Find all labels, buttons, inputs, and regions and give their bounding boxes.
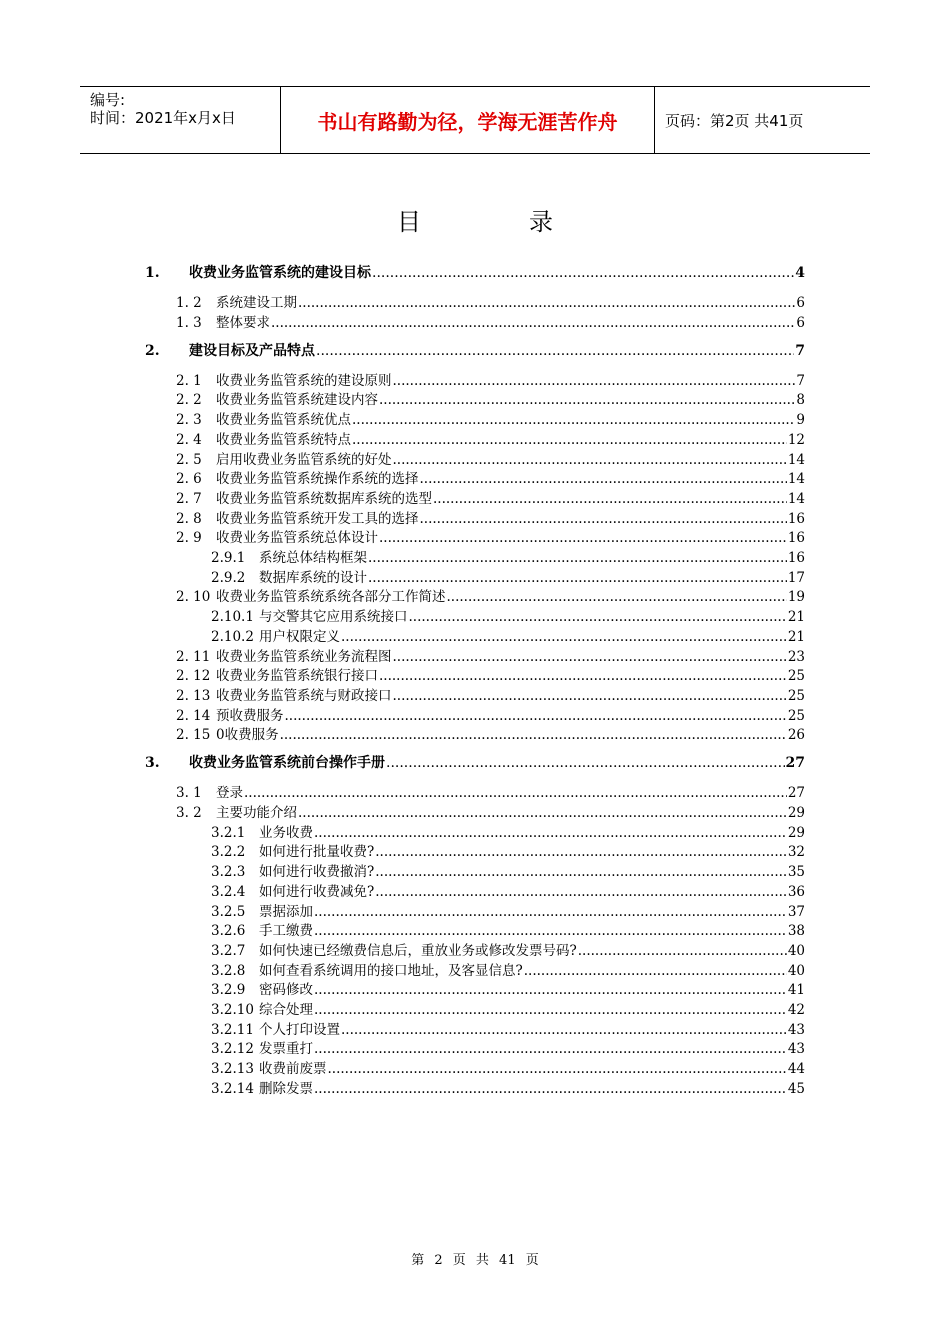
toc-entry-page: 8 bbox=[796, 392, 805, 409]
toc-entry-page: 25 bbox=[787, 687, 805, 704]
toc-entry-title: 业务收费 bbox=[259, 824, 313, 841]
toc-entry-title: 收费业务监管系统总体设计 bbox=[216, 530, 378, 547]
toc-entry-number: 3. 1 bbox=[176, 785, 202, 802]
toc-leader-dots bbox=[298, 805, 787, 821]
toc-entry-title: 预收费服务 bbox=[216, 707, 284, 724]
toc-entry-title: 如何进行收费减免? bbox=[259, 883, 375, 900]
toc-entry-title: 收费业务监管系统特点 bbox=[216, 431, 351, 448]
toc-entry[interactable] bbox=[211, 566, 805, 586]
toc-leader-dots bbox=[314, 904, 787, 920]
toc-leader-dots bbox=[375, 884, 787, 900]
toc-entry[interactable] bbox=[211, 821, 805, 841]
toc-entry-number: 2. 5 bbox=[176, 451, 202, 468]
toc-entry-number: 3.2.8 bbox=[211, 962, 246, 979]
toc-leader-dots bbox=[409, 609, 787, 625]
toc-leader-dots bbox=[379, 530, 787, 546]
toc-entry-title: 主要功能介绍 bbox=[216, 805, 297, 821]
toc-entry-number: 3.2.13 bbox=[211, 1061, 254, 1078]
toc-entry[interactable] bbox=[211, 840, 805, 860]
toc-entry-title: 手工缴费 bbox=[259, 923, 313, 940]
toc-leader-dots bbox=[447, 589, 787, 605]
toc-entry-title: 票据添加 bbox=[259, 903, 313, 920]
toc-entry-page: 25 bbox=[787, 668, 805, 685]
toc-entry-title: 删除发票 bbox=[259, 1080, 313, 1097]
toc-leader-dots bbox=[578, 943, 787, 959]
toc-entry-title: 收费业务监管系统系统各部分工作简述 bbox=[216, 589, 446, 606]
toc-entry-title: 收费业务监管系统数据库系统的选型 bbox=[216, 490, 432, 507]
toc-entry[interactable] bbox=[176, 388, 805, 408]
toc-entry-number: 2. 1 bbox=[176, 372, 202, 389]
toc-entry-title: 收费业务监管系统与财政接口 bbox=[216, 687, 392, 704]
toc-entry[interactable] bbox=[176, 684, 805, 704]
toc-entry[interactable] bbox=[176, 311, 805, 331]
toc-leader-dots bbox=[393, 649, 787, 665]
toc-entry-title: 启用收费业务监管系统的好处 bbox=[216, 451, 392, 468]
toc-entry-number: 3.2.10 bbox=[211, 1002, 254, 1018]
toc-entry-page: 42 bbox=[787, 1002, 805, 1018]
toc-entry-title: 收费业务监管系统操作系统的选择 bbox=[216, 471, 419, 488]
toc-entry-page: 37 bbox=[787, 903, 805, 920]
toc-entry-title: 如何进行收费撤消? bbox=[259, 864, 375, 881]
toc-entry-title: 发票重打 bbox=[259, 1041, 313, 1058]
toc-entry[interactable] bbox=[211, 1077, 805, 1097]
toc-entry-title: 收费业务监管系统优点 bbox=[216, 412, 351, 429]
toc-entry-number: 2. 13 bbox=[176, 687, 211, 704]
toc-leader-dots bbox=[244, 785, 787, 801]
toc-entry-number: 2. 3 bbox=[176, 412, 202, 429]
toc-entry-number: 2. 2 bbox=[176, 392, 202, 409]
toc-entry-title: 收费业务监管系统开发工具的选择 bbox=[216, 510, 419, 527]
toc-entry-page: 45 bbox=[787, 1080, 805, 1097]
toc-leader-dots bbox=[386, 755, 785, 771]
toc-entry-number: 2.10.1 bbox=[211, 609, 254, 626]
toc-entry-number: 2. 12 bbox=[176, 668, 211, 685]
toc-entry-title: 数据库系统的设计 bbox=[259, 569, 367, 586]
toc-entry-title: 收费业务监管系统建设内容 bbox=[216, 392, 378, 409]
toc-entry[interactable] bbox=[211, 998, 805, 1018]
toc-entry-number: 2. 7 bbox=[176, 490, 202, 507]
toc-title: 目录 bbox=[397, 208, 661, 236]
toc-entry-number: 2.9.1 bbox=[211, 550, 246, 566]
toc-entry-page: 26 bbox=[787, 727, 805, 744]
toc-entry-number: 2. 8 bbox=[176, 510, 202, 527]
toc-entry-title: 收费业务监管系统的建设目标 bbox=[189, 265, 371, 281]
toc-entry-number: 3.2.7 bbox=[211, 942, 246, 959]
toc-entry-page: 41 bbox=[787, 982, 805, 999]
toc-entry-number: 2. 14 bbox=[176, 707, 211, 724]
toc-entry[interactable] bbox=[211, 919, 805, 939]
toc-leader-dots bbox=[368, 550, 787, 566]
toc-entry-page: 17 bbox=[787, 569, 805, 586]
toc-entry[interactable] bbox=[176, 585, 805, 605]
toc-leader-dots bbox=[314, 825, 787, 841]
toc-entry-number: 3.2.9 bbox=[211, 982, 246, 999]
toc-entry-title: 如何进行批量收费? bbox=[259, 844, 375, 861]
toc-entry[interactable] bbox=[211, 880, 805, 900]
toc-entry-page: 35 bbox=[787, 864, 805, 881]
toc-entry-page: 29 bbox=[787, 805, 805, 821]
toc-entry-number: 3. 2 bbox=[176, 805, 202, 821]
toc-entry-title: 系统总体结构框架 bbox=[259, 550, 367, 566]
toc-leader-dots bbox=[393, 373, 796, 389]
toc-entry[interactable] bbox=[211, 978, 805, 998]
header-meta bbox=[80, 87, 281, 153]
toc-entry-number: 1. 2 bbox=[176, 295, 202, 311]
toc-entry-page: 43 bbox=[787, 1041, 805, 1058]
toc-entry[interactable] bbox=[176, 448, 805, 468]
toc-leader-dots bbox=[328, 1061, 787, 1077]
toc-leader-dots bbox=[314, 1002, 787, 1018]
toc-entry-number: 3.2.4 bbox=[211, 883, 246, 900]
toc-entry[interactable] bbox=[211, 546, 805, 566]
toc-entry-number: 3.2.12 bbox=[211, 1041, 254, 1058]
toc-entry-page: 6 bbox=[796, 314, 805, 331]
toc-leader-dots bbox=[368, 570, 787, 586]
toc-entry-page: 7 bbox=[795, 342, 805, 359]
toc-entry-page: 40 bbox=[787, 942, 805, 959]
toc-leader-dots bbox=[375, 844, 787, 860]
toc-leader-dots bbox=[298, 295, 795, 311]
toc-entry-page: 16 bbox=[787, 510, 805, 527]
page-header bbox=[80, 86, 870, 154]
toc-entry-title: 收费业务监管系统银行接口 bbox=[216, 668, 378, 685]
toc-entry-title: 如何快速已经缴费信息后，重放业务或修改发票号码? bbox=[259, 942, 577, 959]
toc-entry[interactable] bbox=[211, 900, 805, 920]
toc-entry-number: 3.2.2 bbox=[211, 844, 246, 861]
toc-entry-page: 9 bbox=[796, 412, 805, 429]
toc-entry[interactable] bbox=[211, 1057, 805, 1077]
toc-leader-dots bbox=[314, 982, 787, 998]
toc-leader-dots bbox=[420, 511, 787, 527]
toc-entry-number: 1. 3 bbox=[176, 314, 202, 331]
toc-entry-title: 用户权限定义 bbox=[259, 628, 340, 645]
toc-entry-page: 27 bbox=[785, 755, 805, 772]
toc-entry-title: 综合处理 bbox=[259, 1002, 313, 1018]
toc-entry-number: 1. bbox=[145, 265, 160, 281]
toc-entry[interactable] bbox=[176, 645, 805, 665]
toc-entry[interactable] bbox=[176, 704, 805, 724]
toc-entry-number: 2. 15 bbox=[176, 727, 211, 744]
toc-leader-dots bbox=[271, 315, 795, 331]
toc-leader-dots bbox=[379, 668, 787, 684]
toc-leader-dots bbox=[352, 412, 795, 428]
toc-entry-page: 21 bbox=[787, 609, 805, 626]
toc-entry-page: 23 bbox=[787, 648, 805, 665]
toc-entry[interactable] bbox=[176, 487, 805, 507]
toc-entry-page: 16 bbox=[787, 530, 805, 547]
toc-leader-dots bbox=[379, 392, 795, 408]
toc-entry-page: 12 bbox=[787, 431, 805, 448]
toc-entry-page: 36 bbox=[787, 883, 805, 900]
toc-entry[interactable] bbox=[211, 860, 805, 880]
toc-entry-number: 2. 4 bbox=[176, 431, 202, 448]
toc-entry-title: 收费业务监管系统前台操作手册 bbox=[189, 755, 385, 772]
header-motto: 书山有路勤为径，学海无涯苦作舟 bbox=[281, 87, 655, 153]
toc-entry-page: 4 bbox=[795, 265, 805, 281]
toc-entry-title: 与交警其它应用系统接口 bbox=[259, 609, 408, 626]
toc-entry[interactable] bbox=[145, 262, 805, 282]
toc-entry[interactable] bbox=[211, 1018, 805, 1038]
toc-entry[interactable] bbox=[176, 801, 805, 821]
toc-entry-number: 3.2.6 bbox=[211, 923, 246, 940]
toc-entry-title: 收费前废票 bbox=[259, 1061, 327, 1078]
toc-leader-dots bbox=[314, 1081, 787, 1097]
toc-entry-page: 14 bbox=[787, 490, 805, 507]
toc-entry-page: 14 bbox=[787, 471, 805, 488]
toc-entry-page: 6 bbox=[796, 295, 805, 311]
toc-entry-title: 系统建设工期 bbox=[216, 295, 297, 311]
toc-leader-dots bbox=[280, 727, 787, 743]
toc-entry[interactable] bbox=[176, 428, 805, 448]
toc-entry[interactable] bbox=[176, 291, 805, 311]
toc-entry-page: 14 bbox=[787, 451, 805, 468]
toc-entry-number: 3.2.1 bbox=[211, 824, 246, 841]
toc-entry-number: 3.2.14 bbox=[211, 1080, 254, 1097]
toc-entry-page: 43 bbox=[787, 1021, 805, 1038]
toc-leader-dots bbox=[341, 1022, 787, 1038]
toc-entry[interactable] bbox=[211, 625, 805, 645]
toc-entry-page: 16 bbox=[787, 550, 805, 566]
toc-entry-number: 3.2.11 bbox=[211, 1021, 254, 1038]
toc-leader-dots bbox=[433, 491, 787, 507]
toc-entry-page: 7 bbox=[796, 372, 805, 389]
toc-entry-title: 个人打印设置 bbox=[259, 1021, 340, 1038]
toc-leader-dots bbox=[372, 265, 794, 281]
toc-entry[interactable] bbox=[211, 939, 805, 959]
toc-entry[interactable] bbox=[176, 408, 805, 428]
toc-entry-title: 整体要求 bbox=[216, 314, 270, 331]
toc-leader-dots bbox=[341, 629, 787, 645]
toc-entry-number: 3.2.5 bbox=[211, 903, 246, 920]
toc-entry-page: 44 bbox=[787, 1061, 805, 1078]
time-label: 时间：2021年x月x日 bbox=[90, 109, 236, 127]
toc-entry-number: 2. 9 bbox=[176, 530, 202, 547]
toc-entry-number: 2. 10 bbox=[176, 589, 211, 606]
toc-entry[interactable] bbox=[176, 664, 805, 684]
toc-leader-dots bbox=[352, 432, 787, 448]
toc-entry[interactable] bbox=[176, 781, 805, 801]
toc-entry-page: 32 bbox=[787, 844, 805, 861]
toc-entry-page: 25 bbox=[787, 707, 805, 724]
toc-entry-page: 27 bbox=[787, 785, 805, 802]
toc-entry-title: 收费业务监管系统业务流程图 bbox=[216, 648, 392, 665]
toc-entry[interactable] bbox=[176, 723, 805, 743]
toc-entry-title: 0收费服务 bbox=[216, 727, 279, 744]
toc-entry-title: 登录 bbox=[216, 785, 243, 802]
toc-entry-number: 2.10.2 bbox=[211, 628, 254, 645]
toc-entry-number: 2. bbox=[145, 342, 160, 359]
toc-leader-dots bbox=[393, 688, 787, 704]
toc-entry-title: 密码修改 bbox=[259, 982, 313, 999]
toc-entry-page: 40 bbox=[787, 962, 805, 979]
toc-entry[interactable] bbox=[176, 507, 805, 527]
toc-leader-dots bbox=[420, 471, 787, 487]
toc-leader-dots bbox=[314, 1041, 787, 1057]
toc-entry[interactable] bbox=[211, 605, 805, 625]
toc-entry[interactable] bbox=[145, 340, 805, 360]
toc-entry[interactable] bbox=[176, 467, 805, 487]
toc-leader-dots bbox=[316, 343, 794, 359]
toc-entry-title: 如何查看系统调用的接口地址，及客显信息? bbox=[259, 962, 523, 979]
toc-entry[interactable] bbox=[145, 752, 805, 772]
toc-entry[interactable] bbox=[211, 1037, 805, 1057]
toc-entry[interactable] bbox=[176, 526, 805, 546]
toc-entry-page: 21 bbox=[787, 628, 805, 645]
toc-entry-number: 3. bbox=[145, 755, 160, 772]
toc-entry-title: 建设目标及产品特点 bbox=[189, 342, 315, 359]
toc-leader-dots bbox=[375, 864, 787, 880]
toc-entry-number: 3.2.3 bbox=[211, 864, 246, 881]
toc-entry-page: 29 bbox=[787, 824, 805, 841]
toc-entry-number: 2. 6 bbox=[176, 471, 202, 488]
toc-leader-dots bbox=[314, 923, 787, 939]
toc-entry-number: 2.9.2 bbox=[211, 569, 246, 586]
serial-label: 编号: bbox=[90, 91, 126, 109]
toc-entry[interactable] bbox=[176, 369, 805, 389]
toc-entry[interactable] bbox=[211, 959, 805, 979]
toc-entry-number: 2. 11 bbox=[176, 648, 211, 665]
toc-entry-title: 收费业务监管系统的建设原则 bbox=[216, 372, 392, 389]
toc-leader-dots bbox=[393, 452, 787, 468]
page-footer: 第 2 页 共 41 页 bbox=[411, 1253, 539, 1268]
toc-leader-dots bbox=[524, 963, 787, 979]
toc-entry-page: 19 bbox=[787, 589, 805, 606]
toc-entry-page: 38 bbox=[787, 923, 805, 940]
toc-leader-dots bbox=[285, 708, 787, 724]
header-page-info: 页码：第2页 共41页 bbox=[665, 111, 804, 130]
